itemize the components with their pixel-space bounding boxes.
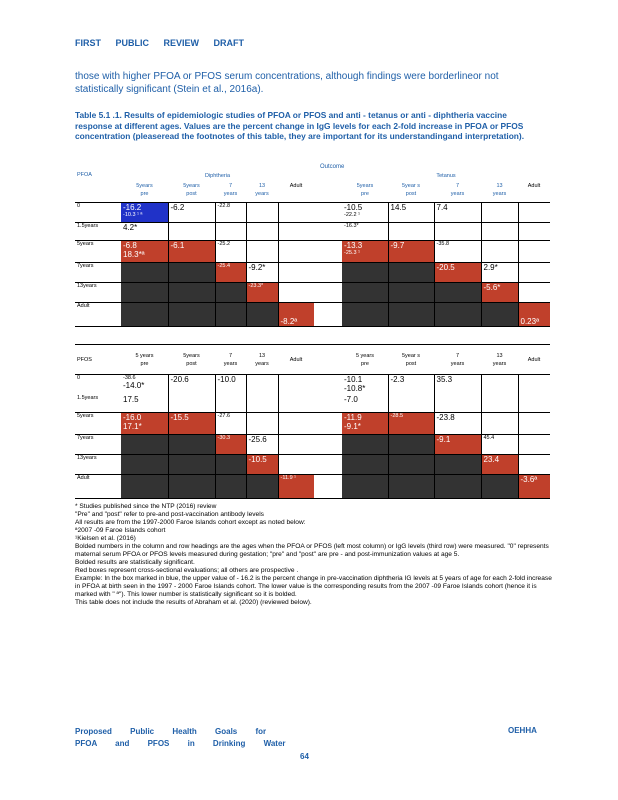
row-label: 5years — [77, 413, 94, 419]
table-cell-red: -16.0 17.1* — [121, 413, 168, 435]
table-cell: 7.4 — [434, 202, 481, 222]
row-label: 13years — [77, 455, 97, 461]
row-label: 0 — [77, 375, 81, 381]
row-label: 0 — [77, 202, 81, 209]
row-label: 13years — [77, 282, 97, 289]
table-cell: 45.4 — [481, 435, 518, 455]
table-cell: -25.2 — [215, 240, 246, 262]
intro-paragraph: those with higher PFOA or PFOS serum concentrations, although findings were borderlineor not statistically significant (Stein et al., 2016a). — [75, 71, 499, 95]
footnote: ¹Kielsen et al. (2016) — [75, 535, 136, 542]
table-cell: -9.2* — [246, 262, 278, 282]
col-head: Adult — [289, 183, 303, 189]
table-cell: -10.5 -22.2 ¹ — [344, 202, 363, 218]
pfoa-table — [75, 172, 550, 327]
table-cell-red: -6.8 18.3*ª — [121, 240, 168, 262]
table-cell-red: -15.5 — [168, 413, 215, 435]
page-number: 64 — [300, 752, 309, 761]
table-cell: 35.3 — [434, 375, 481, 395]
col-head: 5year s post — [401, 183, 421, 197]
table-cell-red: -11.9 ¹ — [278, 475, 314, 499]
outcome-label: Outcome — [320, 164, 345, 170]
row-label: 7years — [77, 262, 94, 269]
col-head: 5years post — [183, 352, 200, 367]
pfos-table — [75, 344, 550, 499]
col-head: 5years pre — [136, 183, 153, 197]
col-head: Adult — [289, 356, 303, 363]
table-cell-red: -25.4 — [215, 262, 246, 282]
row-label: 1.5years — [77, 222, 99, 229]
table-cell-red: -6.1 — [168, 240, 215, 262]
pfoa-title: PFOA — [77, 172, 92, 178]
footnote: All results are from the 1997-2000 Faroe Islands cohort except as noted below: — [75, 519, 306, 526]
footnote: * Studies published since the NTP (2016) review — [75, 503, 217, 510]
col-head: 13 years — [255, 183, 269, 197]
col-head: 7 years — [450, 183, 465, 197]
table-cell-red: -5.6* — [481, 282, 518, 302]
col-head: 13 years — [492, 183, 507, 197]
footnote: Bolded numbers in the column and row headings are the ages when the PFOA or PFOS (left most column) or IgG levels (third row) were measured. "0" represents maternal serum PFOA or PFOS levels measured during gestation; "pre" and "post" are pre - and post-immunization values at age 5. — [75, 543, 549, 558]
table-cell-red: -28.5 — [388, 413, 434, 435]
table-cell: -38.6 -14.0* — [123, 375, 145, 390]
table-cell: -27.6 — [215, 413, 246, 435]
table-cell-red: -13.3 -25.3 ¹ — [342, 240, 388, 262]
col-head: 5year s post — [401, 352, 421, 367]
table-cell: -10.1 -10.8* — [344, 375, 366, 393]
table-cell-red: 23.4 — [481, 455, 518, 475]
pfos-title: PFOS — [77, 356, 92, 363]
footer-line-2: PFOA and PFOS in Drinking Water — [75, 739, 286, 748]
col-head: 5 years pre — [355, 352, 375, 367]
table-cell: -6.2 — [168, 202, 215, 222]
row-label: 7years — [77, 435, 94, 441]
table-cell-red: -10.5 — [246, 455, 278, 475]
footnote: "Pre" and "post" refer to pre-and post-vaccination antibody levels — [75, 511, 264, 518]
footnote: Bolded results are statistically significant. — [75, 559, 195, 566]
table-cell-red: -3.6ª — [518, 475, 550, 499]
footer-agency: OEHHA — [508, 726, 537, 735]
col-head: 13 years — [255, 352, 269, 367]
table-cell: -7.0 — [344, 394, 358, 404]
col-head: 13 years — [492, 352, 507, 367]
row-label: Adult — [77, 302, 90, 309]
col-head: 5 years pre — [135, 352, 154, 367]
page-header: FIRST PUBLIC REVIEW DRAFT — [75, 38, 244, 48]
table-cell: 4.2* — [123, 222, 138, 232]
table-caption: Table 5.1 .1. Results of epidemiologic studies of PFOA or PFOS and anti - tetanus or anti - diphtheria vaccine response at different ages. Values are the percent change in IgG levels for each 2-fold increase in PFOA or PFOS concentration (pleaseread the footnotes of this table, they are important for its understandingand interpretation). — [75, 110, 525, 141]
footer-line-1: Proposed Public Health Goals for — [75, 727, 267, 736]
col-head: 7 years — [450, 352, 465, 367]
col-head: 5years pre — [356, 183, 374, 197]
table-cell-red: -9.7 — [388, 240, 434, 262]
table-cell: -10.0 — [215, 375, 246, 395]
table-cell: -16.3* — [344, 222, 359, 229]
table-cell: 17.5 — [123, 394, 139, 404]
row-label: Adult — [77, 475, 90, 481]
footnote: Example: In the box marked in blue, the upper value of - 16.2 is the percent change in pre-vaccination diphtheria IG levels at 5 years of age for each 2-fold increase in PFOA at birth seen in the 1997 - 2000 Faroe Islands cohort. The lower value is the corresponding results from the 2007 -09 Faroe Islands cohort (hence it is marked with " ª"). This lower number is statistically significant so it is bolded. — [75, 575, 552, 598]
table-cell: 2.9* — [481, 262, 518, 282]
tetanus-label: Tetanus — [436, 173, 456, 179]
col-head: Adult — [527, 183, 541, 189]
table-cell-red: -20.5 — [434, 262, 481, 282]
row-label: 1.5years — [77, 394, 99, 401]
table-cell-red: 0.23ª — [518, 302, 550, 326]
footnote: Red boxes represent cross-sectional evaluations; all others are prospective . — [75, 567, 299, 574]
page-footer — [75, 726, 286, 750]
table-cell-red: -11.9 -9.1* — [342, 413, 388, 435]
col-head: Adult — [527, 356, 541, 363]
table-cell-red: -9.1 — [434, 435, 481, 455]
col-head: 7 years — [223, 352, 238, 367]
table-cell-red: -30.3 — [215, 435, 246, 455]
footnote: This table does not include the results of Abraham et al. (2020) (reviewed below). — [75, 599, 312, 606]
table-footnotes — [75, 503, 555, 607]
table-cell: -25.6 — [246, 435, 278, 455]
table-cell: 14.5 — [388, 202, 434, 222]
col-head: 7 years — [223, 183, 238, 197]
table-cell-highlight: -16.2 -10.3 ¹ ª — [121, 202, 168, 222]
table-cell: -35.8 — [434, 240, 481, 262]
row-label: 5years — [77, 240, 94, 247]
col-head: 5years post — [183, 183, 200, 197]
table-cell: -20.6 — [168, 375, 215, 395]
footnote: ª2007 -09 Faroe Islands cohort — [75, 527, 166, 534]
table-cell-red: -23.3* — [246, 282, 278, 302]
table-cell: -22.8 — [215, 202, 246, 222]
table-cell-red: -8.2ª — [278, 302, 314, 326]
diphtheria-label: Diphtheria — [204, 173, 231, 179]
table-cell: -23.8 — [434, 413, 481, 435]
table-cell: -2.3 — [388, 375, 434, 395]
